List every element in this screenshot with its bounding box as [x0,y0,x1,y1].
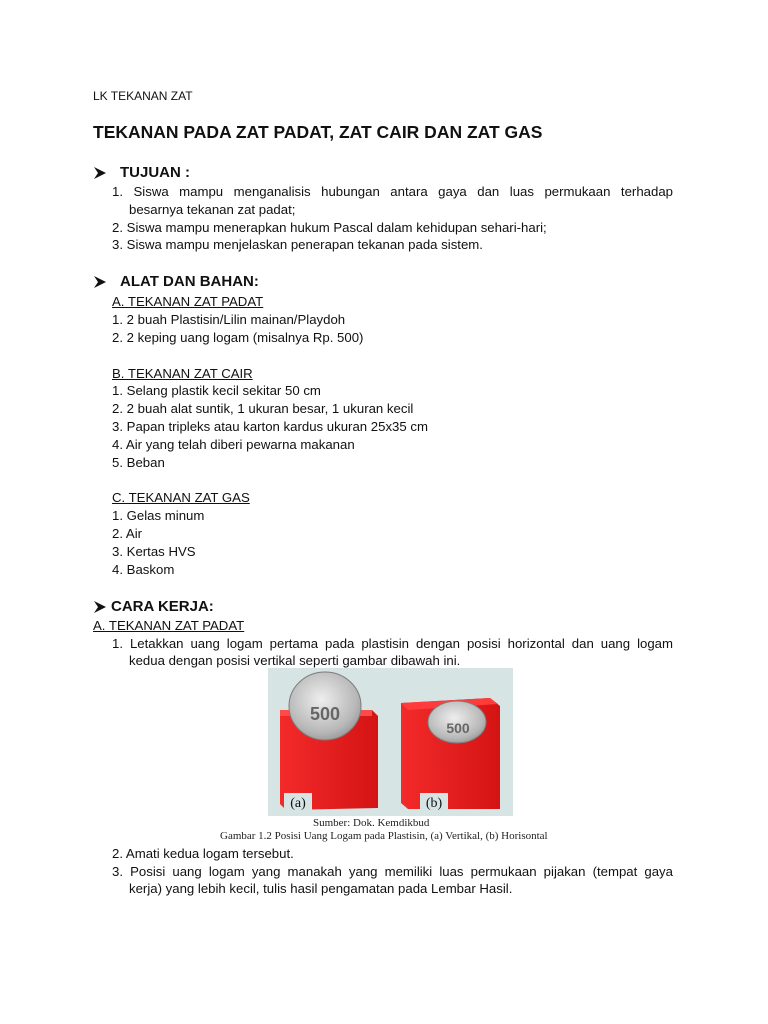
cara-step-3: 3. Posisi uang logam yang manakah yang memiliki luas permukaan pijakan (tempat gaya [112,864,673,879]
coin-plasticine-figure [268,668,513,816]
tujuan-item-2: 2. Siswa mampu menerapkan hukum Pascal dalam kehidupan sehari-hari; [112,220,547,235]
doc-title: TEKANAN PADA ZAT PADAT, ZAT CAIR DAN ZAT GAS [93,122,543,142]
cara-step-1-cont: kedua dengan posisi vertikal seperti gambar dibawah ini. [129,653,461,668]
alat-padat-title: A. TEKANAN ZAT PADAT [112,294,264,309]
coin-b-value: 500 [446,720,470,736]
alat-padat-item: 2. 2 keping uang logam (misalnya Rp. 500) [112,330,364,345]
alat-heading: ALAT DAN BAHAN: [120,273,259,290]
alat-gas-item: 3. Kertas HVS [112,544,196,559]
cara-heading: CARA KERJA: [111,598,214,615]
figure-illustration [268,668,513,816]
alat-gas-item: 1. Gelas minum [112,508,205,523]
figure-label-a: (a) [290,796,306,811]
alat-gas-item: 2. Air [112,526,143,541]
alat-cair-item: 1. Selang plastik kecil sekitar 50 cm [112,383,321,398]
tujuan-heading: TUJUAN : [120,164,190,181]
alat-cair-title: B. TEKANAN ZAT CAIR [112,366,253,381]
alat-cair-item: 3. Papan tripleks atau karton kardus ukuran 25x35 cm [112,419,428,434]
cara-step-2: 2. Amati kedua logam tersebut. [112,846,294,861]
tujuan-item-1: 1. Siswa mampu menganalisis hubungan antara gaya dan luas permukaan terhadap [112,184,673,199]
arrow-bullet-icon [93,600,107,614]
alat-cair-item: 4. Air yang telah diberi pewarna makanan [112,437,355,452]
figure-source: Sumber: Dok. Kemdikbud [313,817,430,829]
alat-padat-item: 1. 2 buah Plastisin/Lilin mainan/Playdoh [112,312,346,327]
arrow-bullet-icon [93,166,107,180]
alat-gas-item: 4. Baskom [112,562,175,577]
figure-label-b: (b) [425,796,443,811]
cara-step-3-cont: kerja) yang lebih kecil, tulis hasil pengamatan pada Lembar Hasil. [129,881,513,896]
tujuan-item-3: 3. Siswa mampu menjelaskan penerapan tekanan pada sistem. [112,237,483,252]
arrow-bullet-icon [93,275,107,289]
alat-cair-item: 5. Beban [112,455,165,470]
tujuan-item-1-cont: besarnya tekanan zat padat; [129,202,296,217]
coin-a-value: 500 [309,704,341,724]
figure-caption: Gambar 1.2 Posisi Uang Logam pada Plastisin, (a) Vertikal, (b) Horisontal [220,830,548,842]
doc-label: LK TEKANAN ZAT [93,89,193,103]
cara-step-1: 1. Letakkan uang logam pertama pada plastisin dengan posisi horizontal dan uang logam [112,636,673,651]
alat-cair-item: 2. 2 buah alat suntik, 1 ukuran besar, 1 ukuran kecil [112,401,414,416]
alat-gas-title: C. TEKANAN ZAT GAS [112,490,250,505]
cara-subtitle: A. TEKANAN ZAT PADAT [93,618,245,633]
